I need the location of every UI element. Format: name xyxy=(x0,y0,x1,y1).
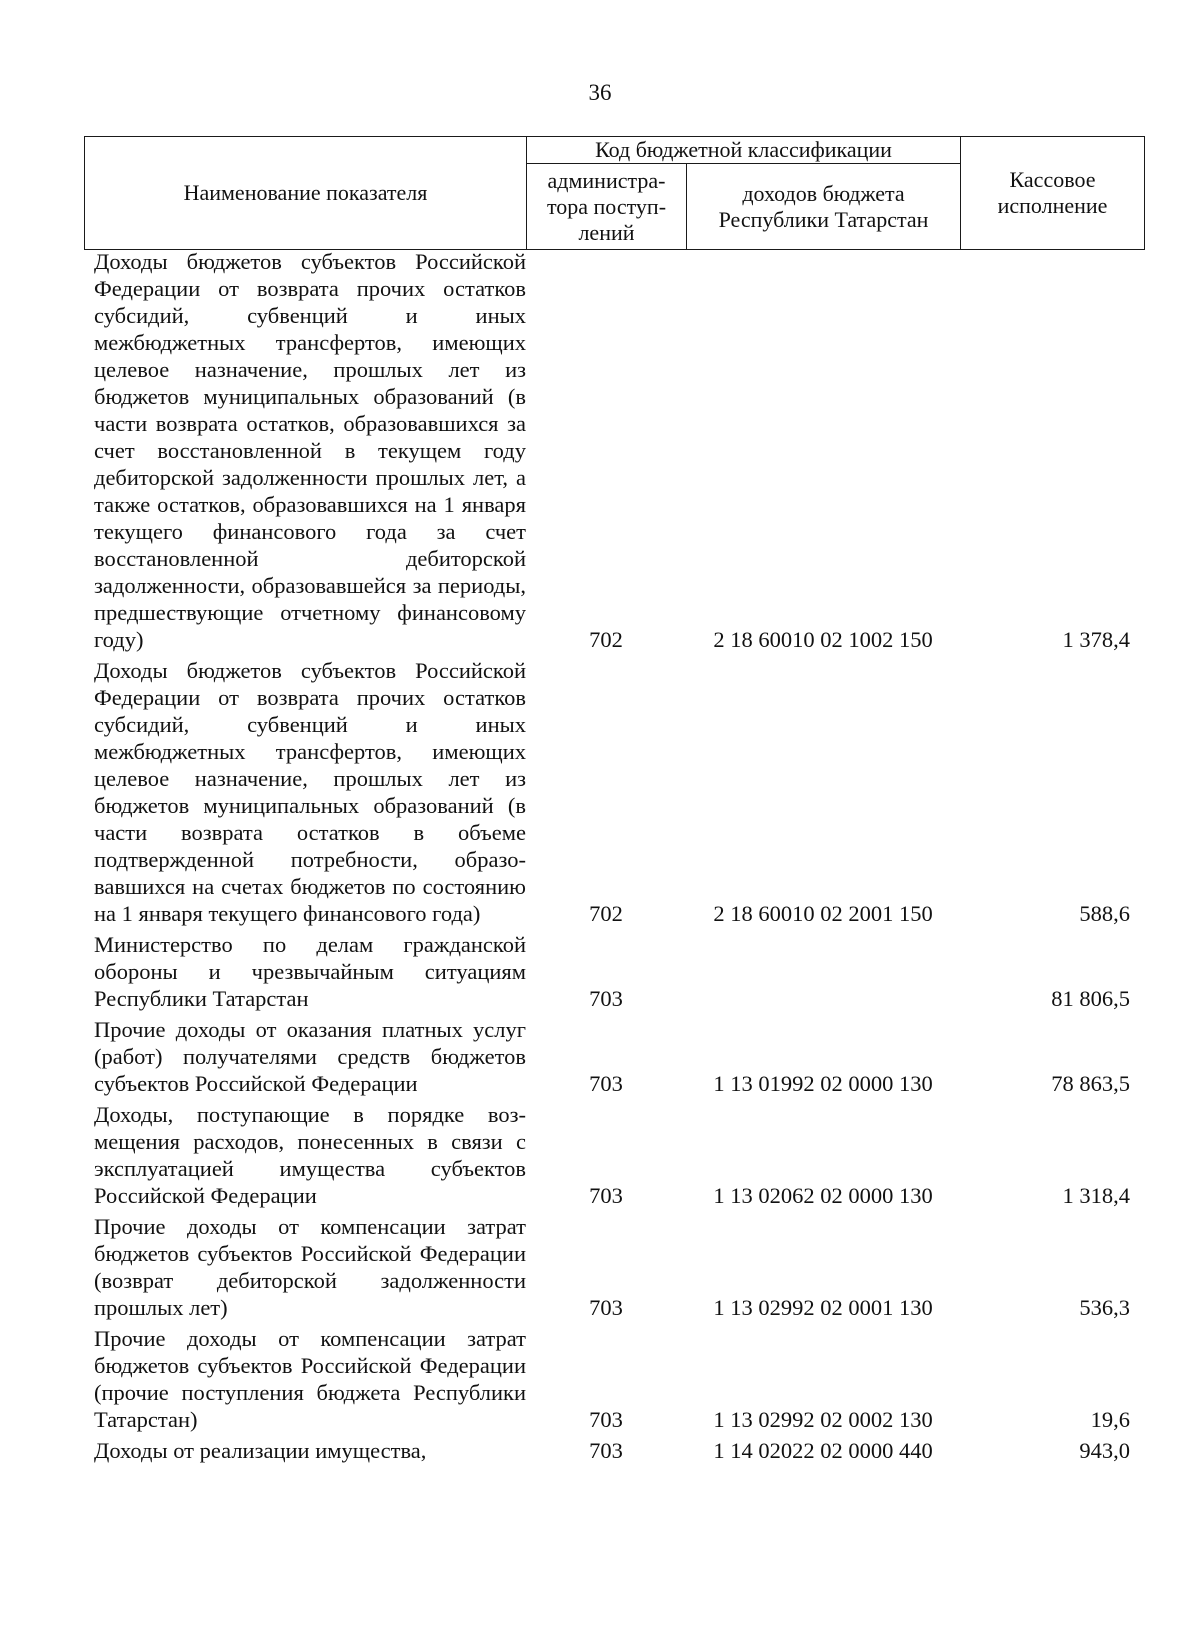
indicator-name: Министерство по делам гражданской обороны и чрезвычайным ситуациям Республики Татарстан xyxy=(94,932,526,1011)
indicator-name: Прочие доходы от оказания платных услуг (работ) получателями средств бюджетов субъектов Российской Федерации xyxy=(94,1017,526,1096)
income-code: 1 13 01992 02 0000 130 xyxy=(713,1071,933,1096)
income-code: 2 18 60010 02 2001 150 xyxy=(713,901,933,926)
table-row xyxy=(84,1213,1144,1321)
header-classification-code: Код бюджетной классификации xyxy=(527,137,961,164)
table-row xyxy=(84,248,1144,653)
cash-execution-amount: 81 806,5 xyxy=(1051,986,1130,1011)
administrator-code: 702 xyxy=(589,627,623,652)
indicator-name: Доходы бюджетов субъектов Российской Федерации от возврата прочих остатков субсидий, субвенций и иных межбюджетных трансфертов, имеющих целевое назначение, прошлых лет из бюджетов муниципальных образований (в части возврата остатков в объеме подтвержденной потребности, образовавшихся на счетах бюджетов по состоянию на 1 января текущего финансового года) xyxy=(94,658,526,926)
table-row xyxy=(84,657,1144,927)
income-code: 1 13 02062 02 0000 130 xyxy=(713,1183,933,1208)
administrator-code: 703 xyxy=(589,1438,623,1463)
administrator-code: 703 xyxy=(589,1071,623,1096)
table-header xyxy=(84,136,1145,250)
cash-execution-amount: 943,0 xyxy=(1079,1438,1130,1463)
cash-execution-amount: 588,6 xyxy=(1079,901,1130,926)
table-row xyxy=(84,1437,1144,1464)
header-administrator: администра-тора поступ-лений xyxy=(527,164,687,250)
income-code: 2 18 60010 02 1002 150 xyxy=(713,627,933,652)
table-row xyxy=(84,931,1144,1012)
indicator-name: Прочие доходы от компенсации затрат бюджетов субъектов Российской Федерации (возврат дебиторской задолженности прошлых лет) xyxy=(94,1214,526,1320)
income-code: 1 13 02992 02 0002 130 xyxy=(713,1407,933,1432)
cash-execution-amount: 78 863,5 xyxy=(1051,1071,1130,1096)
indicator-name: Доходы бюджетов субъектов Российской Федерации от возврата прочих остатков субсидий, субвенций и иных межбюджетных трансфертов, имеющих целевое назначение, прошлых лет из бюджетов муниципальных образований (в части возврата остатков, образовавшихся за счет восстановленной в текущем году дебиторской задолженности прошлых лет, а также остатков, образовавшихся на 1 января текущего финансового года за счет восстановленной дебиторской задолженности, образовавшейся за периоды, предшествующие отчетному финансовому году) xyxy=(94,249,526,652)
page-number: 36 xyxy=(588,80,612,105)
indicator-name: Прочие доходы от компенсации затрат бюджетов субъектов Российской Федерации (прочие поступления бюджета Республики Татарстан) xyxy=(94,1326,526,1432)
table-row xyxy=(84,1325,1144,1433)
cash-execution-amount: 536,3 xyxy=(1079,1295,1130,1320)
header-income-code: доходов бюджета Республики Татарстан xyxy=(687,164,961,250)
income-code: 1 13 02992 02 0001 130 xyxy=(713,1295,933,1320)
income-code: 1 14 02022 02 0000 440 xyxy=(713,1438,933,1463)
indicator-name: Доходы от реализации имущества, xyxy=(94,1438,427,1463)
administrator-code: 702 xyxy=(589,901,623,926)
administrator-code: 703 xyxy=(589,1183,623,1208)
header-indicator-name: Наименование показателя xyxy=(85,137,527,250)
administrator-code: 703 xyxy=(589,1407,623,1432)
table-row xyxy=(84,1101,1144,1209)
cash-execution-amount: 1 378,4 xyxy=(1062,627,1130,652)
header-cash-execution: Кассовое исполнение xyxy=(961,137,1145,250)
administrator-code: 703 xyxy=(589,986,623,1011)
cash-execution-amount: 19,6 xyxy=(1090,1407,1130,1432)
table-row xyxy=(84,1016,1144,1097)
table-body xyxy=(84,248,1144,1468)
administrator-code: 703 xyxy=(589,1295,623,1320)
indicator-name: Доходы, поступающие в порядке возмещения расходов, понесенных в связи с эксплуатацией имущества субъектов Российской Федерации xyxy=(94,1102,526,1208)
cash-execution-amount: 1 318,4 xyxy=(1062,1183,1130,1208)
